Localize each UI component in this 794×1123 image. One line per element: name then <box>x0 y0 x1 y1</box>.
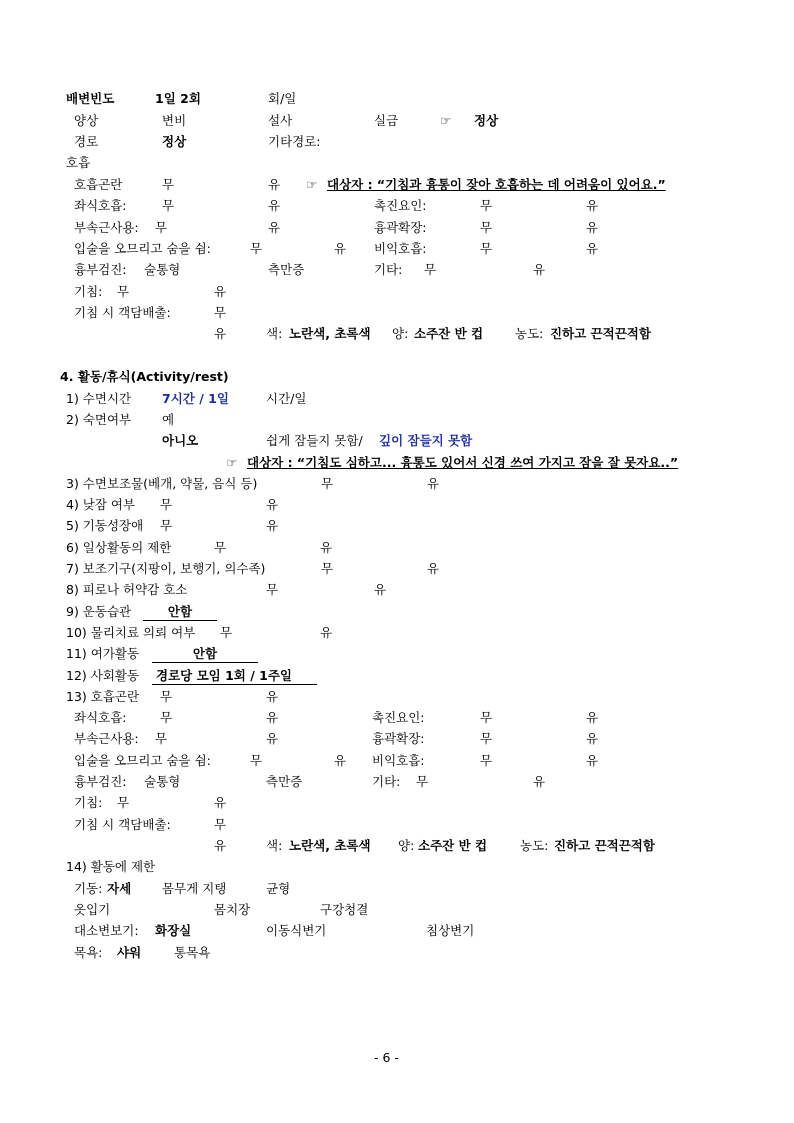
social-activity-value: 경로당 모임 1회 / 1주일 <box>152 668 317 685</box>
leisure-value: 안함 <box>152 646 258 663</box>
pointer-icon: ☞ <box>440 113 452 128</box>
bathing-label: 목욕: <box>74 945 103 960</box>
stool-pattern-label: 양상 <box>74 113 99 128</box>
bowel-frequency-label: 배변빈도 <box>66 91 115 106</box>
sputum-label: 기침 시 객담배출: <box>74 817 171 832</box>
route-label: 경로 <box>74 134 99 149</box>
other-no: 무 <box>416 774 429 789</box>
trigger-factor-yes: 유 <box>586 198 599 213</box>
sleep-aid-no: 무 <box>321 476 334 491</box>
chest-expansion-yes: 유 <box>586 220 599 235</box>
difficulty-falling-asleep: 쉽게 잠들지 못함/ <box>266 433 363 448</box>
assistive-device-no: 무 <box>321 561 334 576</box>
sleep-aid-yes: 유 <box>427 476 440 491</box>
pursed-lip-label: 입술을 오므리고 숨을 쉼: <box>74 753 211 768</box>
balance-item: 균형 <box>266 881 291 896</box>
orthopnea-yes: 유 <box>268 198 281 213</box>
mobility-label: 기동: <box>74 881 103 896</box>
accessory-muscle-yes: 유 <box>266 731 279 746</box>
accessory-muscle-no: 무 <box>155 731 168 746</box>
exercise-habit-label: 9) 운동습관 <box>66 604 132 619</box>
constipation-option: 변비 <box>162 113 187 128</box>
dyspnea-label: 13) 호흡곤란 <box>66 689 140 704</box>
bowel-frequency-value: 1일 2회 <box>155 91 201 106</box>
exercise-habit-value: 안함 <box>143 604 217 621</box>
other-route-label: 기타경로: <box>268 134 321 149</box>
trigger-factor-label: 촉진요인: <box>374 198 427 213</box>
physio-referral-no: 무 <box>220 625 233 640</box>
dyspnea-yes: 유 <box>266 689 279 704</box>
activity-limit-label: 14) 활동에 제한 <box>66 859 156 874</box>
trigger-factor-no: 무 <box>480 198 493 213</box>
dressing-item: 옷입기 <box>74 902 111 917</box>
sputum-yes: 유 <box>214 838 227 853</box>
sleep-aid-label: 3) 수면보조물(베개, 약물, 음식 등) <box>66 476 258 491</box>
accessory-muscle-no: 무 <box>155 220 168 235</box>
toileting-label: 대소변보기: <box>74 923 139 938</box>
consistency-label: 농도: <box>515 326 544 341</box>
accessory-muscle-label: 부속근사용: <box>74 731 139 746</box>
adl-limit-no: 무 <box>214 540 227 555</box>
color-label: 색: <box>266 326 283 341</box>
toilet-item: 화장실 <box>155 923 192 938</box>
chest-exam-label: 흉부검진: <box>74 262 127 277</box>
pursed-lip-yes: 유 <box>334 753 347 768</box>
sound-sleep-yes: 예 <box>162 412 175 427</box>
assistive-device-label: 7) 보조기구(지팡이, 보행기, 의수족) <box>66 561 266 576</box>
sputum-color: 노란색, 초록색 <box>289 838 371 853</box>
other-yes: 유 <box>533 774 546 789</box>
pursed-lip-no: 무 <box>250 241 263 256</box>
mobility-impairment-label: 5) 기동성장애 <box>66 518 144 533</box>
chest-expansion-label: 흉곽확장: <box>372 731 425 746</box>
mobility-impairment-yes: 유 <box>266 518 279 533</box>
cough-no: 무 <box>117 284 130 299</box>
adl-limit-yes: 유 <box>320 540 333 555</box>
other-label: 기타: <box>374 262 403 277</box>
chest-expansion-no: 무 <box>480 220 493 235</box>
dyspnea-no: 무 <box>162 177 175 192</box>
sputum-yes: 유 <box>214 326 227 341</box>
orthopnea-label: 좌식호흡: <box>74 710 127 725</box>
nasal-flaring-label: 비익호흡: <box>372 753 425 768</box>
respiration-heading: 호흡 <box>66 155 91 170</box>
commode-item: 이동식변기 <box>266 923 327 938</box>
chest-exam-label: 흉부검진: <box>74 774 127 789</box>
scoliosis: 측만증 <box>266 774 303 789</box>
nasal-flaring-yes: 유 <box>586 241 599 256</box>
grooming-item: 몸치장 <box>214 902 251 917</box>
orthopnea-no: 무 <box>160 710 173 725</box>
bowel-frequency-unit: 회/일 <box>268 91 297 106</box>
pointer-icon: ☞ <box>306 177 318 192</box>
nasal-flaring-no: 무 <box>480 753 493 768</box>
pursed-lip-label: 입술을 오므리고 숨을 쉼: <box>74 241 211 256</box>
nap-yes: 유 <box>266 497 279 512</box>
trigger-factor-yes: 유 <box>586 710 599 725</box>
amount-label: 양: <box>392 326 409 341</box>
trigger-factor-no: 무 <box>480 710 493 725</box>
adl-limit-label: 6) 일상활동의 제한 <box>66 540 172 555</box>
orthopnea-no: 무 <box>162 198 175 213</box>
orthopnea-label: 좌식호흡: <box>74 198 127 213</box>
nasal-flaring-label: 비익호흡: <box>374 241 427 256</box>
posture-item: 자세 <box>107 881 132 896</box>
dyspnea-label: 호흡곤란 <box>74 177 123 192</box>
orthopnea-yes: 유 <box>266 710 279 725</box>
other-no: 무 <box>424 262 437 277</box>
sputum-label: 기침 시 객담배출: <box>74 305 171 320</box>
oral-care-item: 구강청결 <box>320 902 369 917</box>
other-label: 기타: <box>372 774 401 789</box>
assistive-device-yes: 유 <box>427 561 440 576</box>
incontinence-option: 실금 <box>374 113 399 128</box>
scoliosis: 측만증 <box>268 262 305 277</box>
cough-label: 기침: <box>74 795 103 810</box>
sound-sleep-no: 아니오 <box>162 433 199 448</box>
cough-label: 기침: <box>74 284 103 299</box>
sleep-hours-label: 1) 수면시간 <box>66 391 132 406</box>
weight-bearing-item: 몸무게 지탱 <box>162 881 227 896</box>
patient-quote-sleep: 대상자 : “기침도 심하고... 흉통도 있어서 신경 쓰여 가지고 잠을 잘 못자요..” <box>247 455 679 470</box>
sound-sleep-label: 2) 숙면여부 <box>66 412 132 427</box>
fatigue-label: 8) 피로나 허약감 호소 <box>66 582 188 597</box>
sputum-amount: 소주잔 반 컵 <box>418 838 488 853</box>
sputum-no: 무 <box>214 305 227 320</box>
physio-referral-yes: 유 <box>320 625 333 640</box>
chest-expansion-yes: 유 <box>586 731 599 746</box>
other-yes: 유 <box>533 262 546 277</box>
normal-option: 정상 <box>474 113 499 128</box>
shower-item: 샤워 <box>117 945 142 960</box>
fatigue-yes: 유 <box>374 582 387 597</box>
physio-referral-label: 10) 물리치료 의뢰 여부 <box>66 625 196 640</box>
trigger-factor-label: 촉진요인: <box>372 710 425 725</box>
nasal-flaring-yes: 유 <box>586 753 599 768</box>
dyspnea-yes: 유 <box>268 177 281 192</box>
patient-quote-breathing: 대상자 : “기침과 흉통이 잦아 호흡하는 데 어려움이 있어요.” <box>327 177 666 192</box>
pursed-lip-no: 무 <box>250 753 263 768</box>
chest-expansion-label: 흉곽확장: <box>374 220 427 235</box>
accessory-muscle-label: 부속근사용: <box>74 220 139 235</box>
nasal-flaring-no: 무 <box>480 241 493 256</box>
page-number: - 6 - <box>374 1050 399 1065</box>
social-activity-label: 12) 사회활동 <box>66 668 140 683</box>
barrel-chest: 술통형 <box>144 774 181 789</box>
nap-no: 무 <box>160 497 173 512</box>
barrel-chest: 술통형 <box>144 262 181 277</box>
accessory-muscle-yes: 유 <box>268 220 281 235</box>
consistency-label: 농도: <box>520 838 549 853</box>
difficulty-staying-asleep: 깊이 잠들지 못함 <box>379 433 473 448</box>
sputum-consistency: 진하고 끈적끈적함 <box>554 838 655 853</box>
cough-no: 무 <box>117 795 130 810</box>
sputum-no: 무 <box>214 817 227 832</box>
pursed-lip-yes: 유 <box>334 241 347 256</box>
sputum-color: 노란색, 초록색 <box>289 326 371 341</box>
sputum-consistency: 진하고 끈적끈적함 <box>550 326 651 341</box>
route-normal: 정상 <box>162 134 187 149</box>
cough-yes: 유 <box>214 284 227 299</box>
leisure-label: 11) 여가활동 <box>66 646 140 661</box>
sleep-hours-unit: 시간/일 <box>266 391 307 406</box>
nap-label: 4) 낮잠 여부 <box>66 497 136 512</box>
cough-yes: 유 <box>214 795 227 810</box>
amount-label: 양: <box>398 838 415 853</box>
tub-bath-item: 통목욕 <box>174 945 211 960</box>
fatigue-no: 무 <box>266 582 279 597</box>
mobility-impairment-no: 무 <box>160 518 173 533</box>
sputum-amount: 소주잔 반 컵 <box>414 326 484 341</box>
dyspnea-no: 무 <box>160 689 173 704</box>
bedpan-item: 침상변기 <box>426 923 475 938</box>
sleep-hours-value: 7시간 / 1일 <box>162 391 229 406</box>
section-title: 4. 활동/휴식(Activity/rest) <box>60 369 229 384</box>
chest-expansion-no: 무 <box>480 731 493 746</box>
pointer-icon: ☞ <box>226 455 238 470</box>
color-label: 색: <box>266 838 283 853</box>
diarrhea-option: 설사 <box>268 113 293 128</box>
